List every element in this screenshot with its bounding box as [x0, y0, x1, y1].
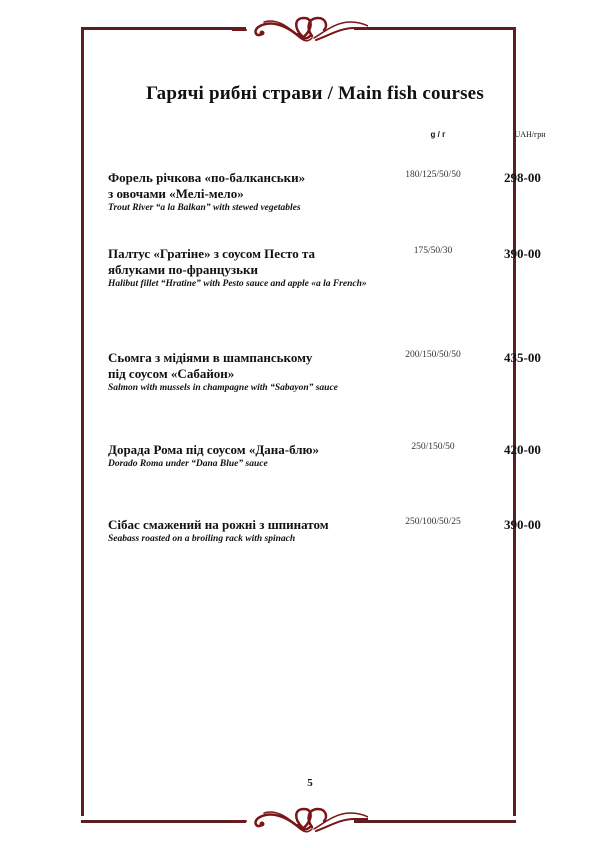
- menu-item: [108, 350, 568, 394]
- column-header-price: UAH/грн: [514, 130, 546, 139]
- item-weight: 180/125/50/50: [405, 170, 461, 180]
- item-description: Dorado Roma under “Dana Blue” sauce: [108, 459, 268, 469]
- item-weight: 175/50/30: [413, 246, 453, 256]
- item-name-line1: Палтус «Гратіне» з соусом Песто та: [108, 246, 316, 261]
- frame-border-top-left: [81, 27, 246, 30]
- page-number: 5: [307, 777, 313, 789]
- item-name-line2: з овочами «Мелі-мело»: [108, 186, 244, 201]
- item-name-line1: Сьомга з мідіями в шампанському: [108, 350, 313, 365]
- menu-item: [108, 517, 568, 545]
- frame-border-left: [81, 27, 84, 816]
- item-description: Salmon with mussels in champagne with “Sabayon” sauce: [108, 383, 338, 393]
- item-name-line2: під соусом «Сабайон»: [108, 366, 235, 381]
- item-description: Trout River “a la Balkan” with stewed vegetables: [108, 203, 301, 213]
- item-weight: 250/150/50: [411, 442, 455, 452]
- flourish-ornament-icon: [232, 12, 368, 46]
- item-weight: 200/150/50/50: [405, 350, 461, 360]
- item-description: Seabass roasted on a broiling rack with spinach: [108, 534, 296, 544]
- item-price: 435-00: [504, 350, 541, 365]
- menu-item: [108, 246, 568, 290]
- frame-border-top-right: [354, 27, 516, 30]
- item-description: Halibut fillet “Hratine” with Pesto sauce and apple «a la French»: [108, 279, 367, 289]
- item-name-line1: Дорада Рома під соусом «Дана-блю»: [108, 442, 319, 457]
- flourish-ornament-icon: [232, 803, 368, 837]
- menu-item: [108, 442, 568, 470]
- menu-item: [108, 170, 568, 214]
- item-name-line2: яблуками по-французьки: [108, 262, 258, 277]
- item-name-line1: Сібас смажений на рожні з шпинатом: [108, 517, 329, 532]
- frame-border-bottom-left: [81, 820, 246, 823]
- item-name-line1: Форель річкова «по-балканськи»: [108, 170, 306, 185]
- page-title: Гарячі рибні страви / Main fish courses: [146, 83, 484, 104]
- item-price: 420-00: [504, 442, 541, 457]
- item-price: 390-00: [504, 517, 541, 532]
- frame-border-bottom-right: [354, 820, 516, 823]
- item-weight: 250/100/50/25: [405, 517, 461, 527]
- column-header-weight: g / г: [430, 130, 446, 139]
- item-price: 390-00: [504, 246, 541, 261]
- frame-border-right: [513, 27, 516, 816]
- item-price: 298-00: [504, 170, 541, 185]
